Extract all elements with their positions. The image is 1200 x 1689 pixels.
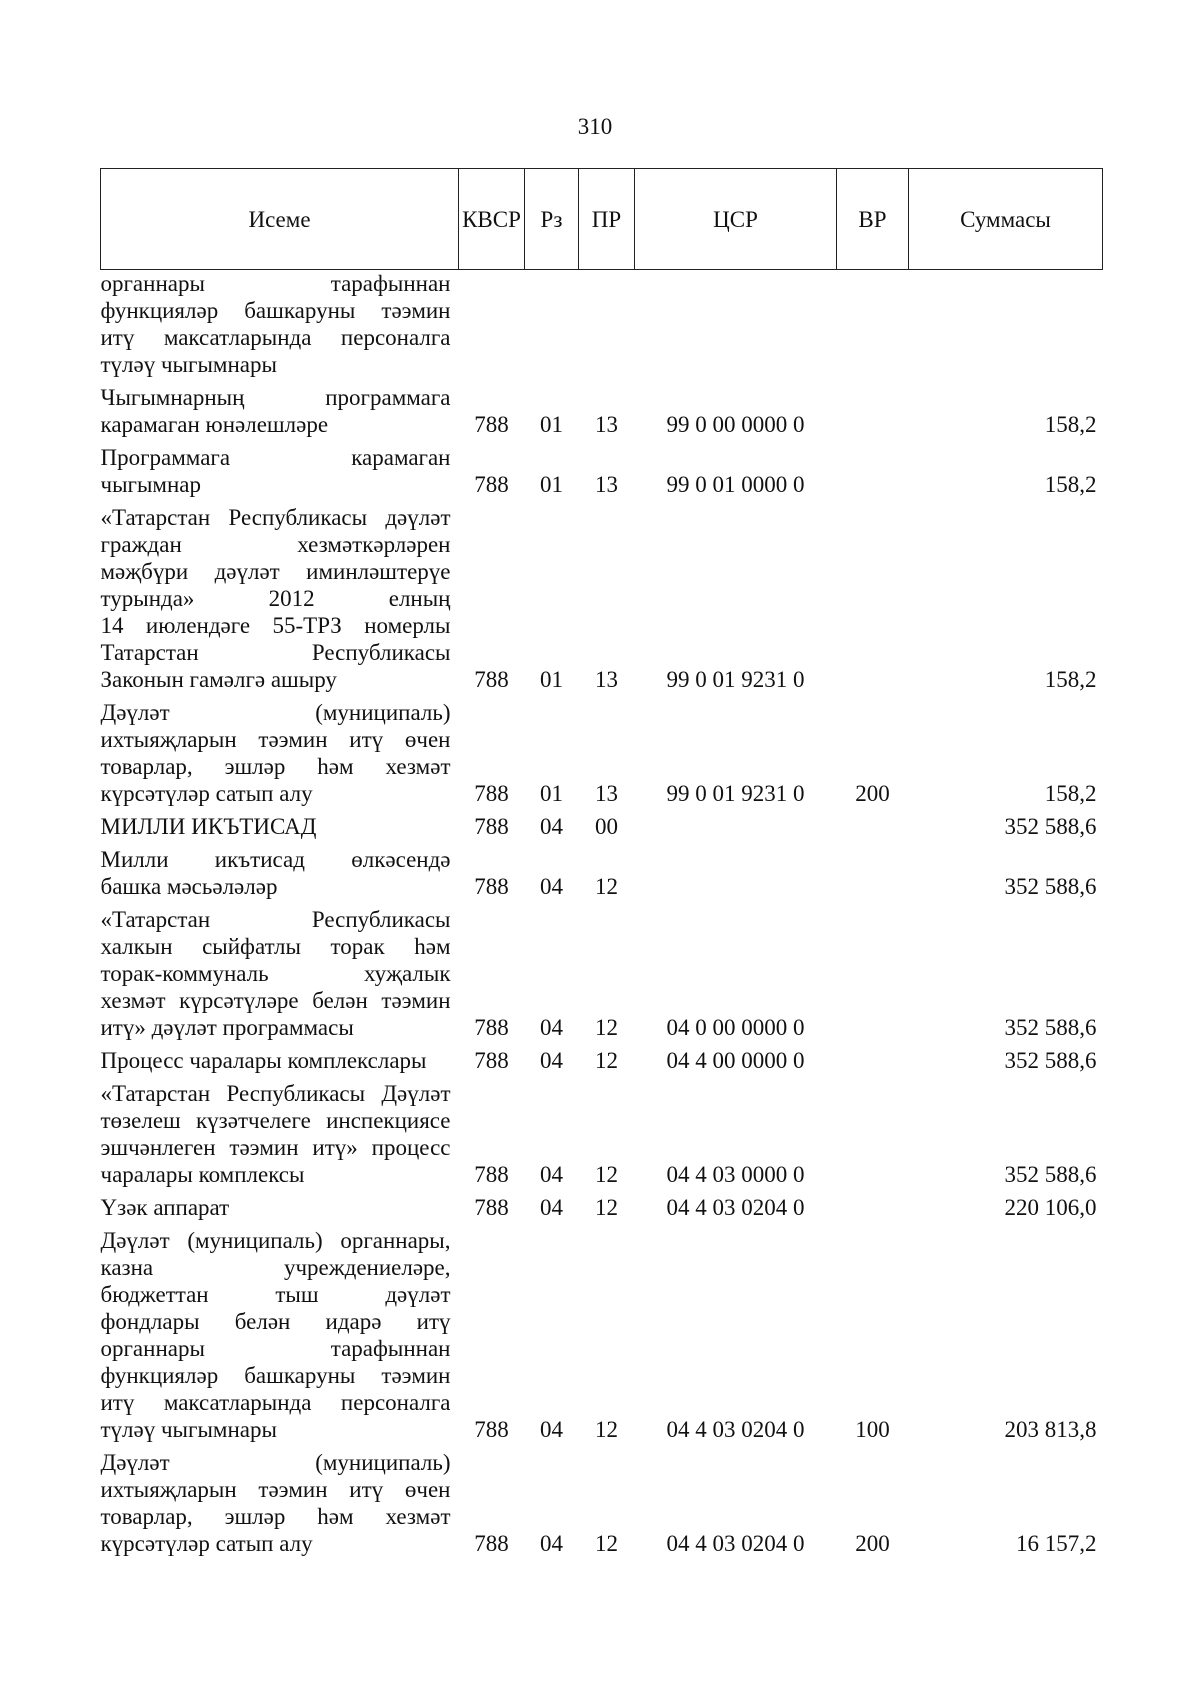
row-kvsr-cell: 788 xyxy=(474,412,509,437)
row-kvsr-cell xyxy=(459,270,525,382)
row-vr-cell xyxy=(837,843,909,903)
row-name-line: турында» 2012 елның xyxy=(100,586,451,611)
row-name-line: функцияләр башкаруны тәэмин xyxy=(100,298,451,323)
row-name-cell xyxy=(101,270,459,382)
row-name-cell xyxy=(101,441,459,501)
row-csr-cell: 99 0 01 9231 0 xyxy=(666,667,805,692)
table-header-row xyxy=(101,169,1103,270)
row-name-line: итү» дәүләт программасы xyxy=(100,1015,354,1040)
header-sum: Суммасы xyxy=(909,169,1103,270)
row-rz-cell: 01 xyxy=(540,412,563,437)
row-pr-cell: 12 xyxy=(595,874,618,899)
row-name-line: Дәүләт (муниципаль) xyxy=(100,700,451,725)
row-name-line: итү максатларында персоналга xyxy=(100,325,451,350)
table-row xyxy=(101,1077,1103,1191)
row-name-line: фондлары белән идарә итү xyxy=(100,1309,451,1334)
row-rz-cell: 04 xyxy=(540,1417,563,1442)
row-name-cell xyxy=(101,501,459,696)
row-sum-cell: 158,2 xyxy=(1044,667,1097,692)
row-name-line: органнары тарафыннан xyxy=(100,1336,451,1361)
row-vr-cell xyxy=(837,270,909,382)
row-name-line: мәҗбүри дәүләт иминләштерүе xyxy=(100,559,451,584)
row-name-line: «Татарстан Республикасы дәүләт xyxy=(100,505,451,530)
budget-table xyxy=(100,168,1103,1560)
row-rz-cell: 04 xyxy=(540,1195,563,1220)
row-vr-cell xyxy=(837,903,909,1044)
row-name-line: Программага карамаган xyxy=(100,445,451,470)
row-name-line: күрсәтүләр сатып алу xyxy=(100,1531,313,1556)
row-kvsr-cell: 788 xyxy=(474,1531,509,1556)
row-rz-cell: 04 xyxy=(540,1162,563,1187)
row-name-line: ихтыяҗларын тәэмин итү өчен xyxy=(100,1477,451,1502)
row-pr-cell: 13 xyxy=(595,667,618,692)
row-sum-cell: 220 106,0 xyxy=(1004,1195,1097,1220)
row-name-line: Татарстан Республикасы xyxy=(100,640,451,665)
row-pr-cell: 12 xyxy=(595,1162,618,1187)
row-vr-cell xyxy=(837,501,909,696)
row-name-line: күрсәтүләр сатып алу xyxy=(100,781,313,806)
row-name-line: «Татарстан Республикасы Дәүләт xyxy=(100,1081,451,1106)
row-pr-cell: 12 xyxy=(595,1015,618,1040)
row-name-line: ихтыяҗларын тәэмин итү өчен xyxy=(100,727,451,752)
row-rz-cell: 04 xyxy=(540,1015,563,1040)
row-name-line: түләү чыгымнары xyxy=(100,1417,277,1442)
row-vr-cell xyxy=(837,810,909,843)
table-row xyxy=(101,501,1103,696)
row-csr-cell: 99 0 00 0000 0 xyxy=(666,412,805,437)
header-pr: ПР xyxy=(579,169,635,270)
row-sum-cell: 352 588,6 xyxy=(1004,1015,1097,1040)
row-csr-cell: 04 4 03 0204 0 xyxy=(666,1417,805,1442)
row-name-line: торак-коммуналь хуҗалык xyxy=(100,961,451,986)
row-sum-cell: 16 157,2 xyxy=(1016,1531,1097,1556)
row-name-line: чыгымнар xyxy=(100,472,201,497)
row-vr-cell: 200 xyxy=(855,1531,890,1556)
row-name-cell xyxy=(101,903,459,1044)
row-pr-cell: 12 xyxy=(595,1048,618,1073)
page-number: 310 xyxy=(577,114,613,139)
row-vr-cell xyxy=(837,381,909,441)
row-rz-cell: 04 xyxy=(540,1531,563,1556)
row-sum-cell: 352 588,6 xyxy=(1004,1048,1097,1073)
row-name-cell xyxy=(101,1191,459,1224)
row-kvsr-cell: 788 xyxy=(474,1195,509,1220)
row-name-line: карамаган юнәлешләре xyxy=(100,412,329,437)
row-kvsr-cell: 788 xyxy=(474,1015,509,1040)
row-name-line: башка мәсьәләләр xyxy=(100,874,278,899)
row-vr-cell xyxy=(837,1077,909,1191)
row-kvsr-cell: 788 xyxy=(474,1162,509,1187)
table-row xyxy=(101,270,1103,382)
table-row xyxy=(101,810,1103,843)
row-csr-cell: 04 0 00 0000 0 xyxy=(666,1015,805,1040)
row-name-line: итү максатларында персоналга xyxy=(100,1390,451,1415)
row-kvsr-cell: 788 xyxy=(474,814,509,839)
table-row xyxy=(101,381,1103,441)
table-row xyxy=(101,1191,1103,1224)
table-row xyxy=(101,696,1103,810)
header-vr: ВР xyxy=(837,169,909,270)
header-name: Исеме xyxy=(101,169,459,270)
row-csr-cell xyxy=(635,270,837,382)
row-sum-cell: 158,2 xyxy=(1044,412,1097,437)
row-csr-cell: 04 4 03 0204 0 xyxy=(666,1195,805,1220)
table-row xyxy=(101,843,1103,903)
row-csr-cell: 04 4 03 0204 0 xyxy=(666,1531,805,1556)
row-name-line: граждан хезмәткәрләрен xyxy=(100,532,451,557)
row-name-line: органнары тарафыннан xyxy=(100,271,451,296)
row-name-line: 14 июлендәге 55-ТРЗ номерлы xyxy=(100,613,451,638)
row-sum-cell: 203 813,8 xyxy=(1004,1417,1097,1442)
row-pr-cell: 12 xyxy=(595,1195,618,1220)
row-name-line: товарлар, эшләр һәм хезмәт xyxy=(100,1504,451,1529)
row-name-cell xyxy=(101,1044,459,1077)
row-pr-cell: 12 xyxy=(595,1417,618,1442)
row-pr-cell: 13 xyxy=(595,412,618,437)
row-csr-cell: 04 4 00 0000 0 xyxy=(666,1048,805,1073)
row-kvsr-cell: 788 xyxy=(474,781,509,806)
row-pr-cell: 00 xyxy=(595,814,618,839)
row-name-line: Дәүләт (муниципаль) органнары, xyxy=(100,1228,451,1253)
row-csr-cell: 04 4 03 0000 0 xyxy=(666,1162,805,1187)
table-row xyxy=(101,1044,1103,1077)
row-pr-cell: 13 xyxy=(595,781,618,806)
row-name-line: товарлар, эшләр һәм хезмәт xyxy=(100,754,451,779)
row-name-line: Милли икътисад өлкәсендә xyxy=(100,847,451,872)
row-name-line: Чыгымнарның программага xyxy=(100,385,451,410)
row-pr-cell xyxy=(579,270,635,382)
row-rz-cell: 01 xyxy=(540,781,563,806)
row-name-line: бюджеттан тыш дәүләт xyxy=(100,1282,451,1307)
table-row xyxy=(101,441,1103,501)
row-name-cell xyxy=(101,381,459,441)
row-vr-cell xyxy=(837,1191,909,1224)
row-name-line: «Татарстан Республикасы xyxy=(100,907,451,932)
table-row xyxy=(101,903,1103,1044)
row-sum-cell: 352 588,6 xyxy=(1004,814,1097,839)
row-rz-cell: 04 xyxy=(540,814,563,839)
row-rz-cell: 04 xyxy=(540,1048,563,1073)
row-name-line: Процесс чаралары комплекслары xyxy=(100,1048,427,1073)
row-name-cell xyxy=(101,810,459,843)
row-name-cell xyxy=(101,1224,459,1446)
header-csr: ЦСР xyxy=(635,169,837,270)
row-kvsr-cell: 788 xyxy=(474,1417,509,1442)
row-name-line: төзелеш күзәтчелеге инспекциясе xyxy=(100,1108,451,1133)
table-row xyxy=(101,1224,1103,1446)
row-pr-cell: 13 xyxy=(595,472,618,497)
row-rz-cell xyxy=(525,270,579,382)
row-vr-cell xyxy=(837,1044,909,1077)
row-sum-cell: 158,2 xyxy=(1044,781,1097,806)
table-body xyxy=(101,270,1103,1561)
row-sum-cell: 352 588,6 xyxy=(1004,1162,1097,1187)
row-name-line: Дәүләт (муниципаль) xyxy=(100,1450,451,1475)
row-csr-cell: 99 0 01 0000 0 xyxy=(666,472,805,497)
row-vr-cell xyxy=(837,441,909,501)
header-kvsr: КВСР xyxy=(459,169,525,270)
row-name-line: Законын гамәлгә ашыру xyxy=(100,667,337,692)
row-name-line: эшчәнлеген тәэмин итү» процесс xyxy=(100,1135,451,1160)
row-name-line: Үзәк аппарат xyxy=(100,1195,230,1220)
row-vr-cell: 200 xyxy=(855,781,890,806)
header-rz: Рз xyxy=(525,169,579,270)
row-kvsr-cell: 788 xyxy=(474,472,509,497)
row-name-line: чаралары комплексы xyxy=(100,1162,305,1187)
row-csr-cell xyxy=(635,810,837,843)
table-row xyxy=(101,1446,1103,1560)
row-name-cell xyxy=(101,843,459,903)
row-csr-cell: 99 0 01 9231 0 xyxy=(666,781,805,806)
row-name-line: МИЛЛИ ИКЪТИСАД xyxy=(100,814,317,839)
row-sum-cell: 158,2 xyxy=(1044,472,1097,497)
row-name-line: функцияләр башкаруны тәэмин xyxy=(100,1363,451,1388)
row-name-cell xyxy=(101,1077,459,1191)
row-csr-cell xyxy=(635,843,837,903)
row-kvsr-cell: 788 xyxy=(474,667,509,692)
row-name-line: түләү чыгымнары xyxy=(100,352,277,377)
row-rz-cell: 01 xyxy=(540,472,563,497)
row-name-cell xyxy=(101,1446,459,1560)
row-sum-cell xyxy=(909,270,1103,382)
row-pr-cell: 12 xyxy=(595,1531,618,1556)
row-kvsr-cell: 788 xyxy=(474,1048,509,1073)
row-rz-cell: 01 xyxy=(540,667,563,692)
row-name-cell xyxy=(101,696,459,810)
row-rz-cell: 04 xyxy=(540,874,563,899)
row-name-line: халкын сыйфатлы торак һәм xyxy=(100,934,451,959)
row-name-line: казна учреждениеләре, xyxy=(100,1255,451,1280)
row-name-line: хезмәт күрсәтүләре белән тәэмин xyxy=(100,988,451,1013)
row-sum-cell: 352 588,6 xyxy=(1004,874,1097,899)
row-vr-cell: 100 xyxy=(855,1417,890,1442)
row-kvsr-cell: 788 xyxy=(474,874,509,899)
